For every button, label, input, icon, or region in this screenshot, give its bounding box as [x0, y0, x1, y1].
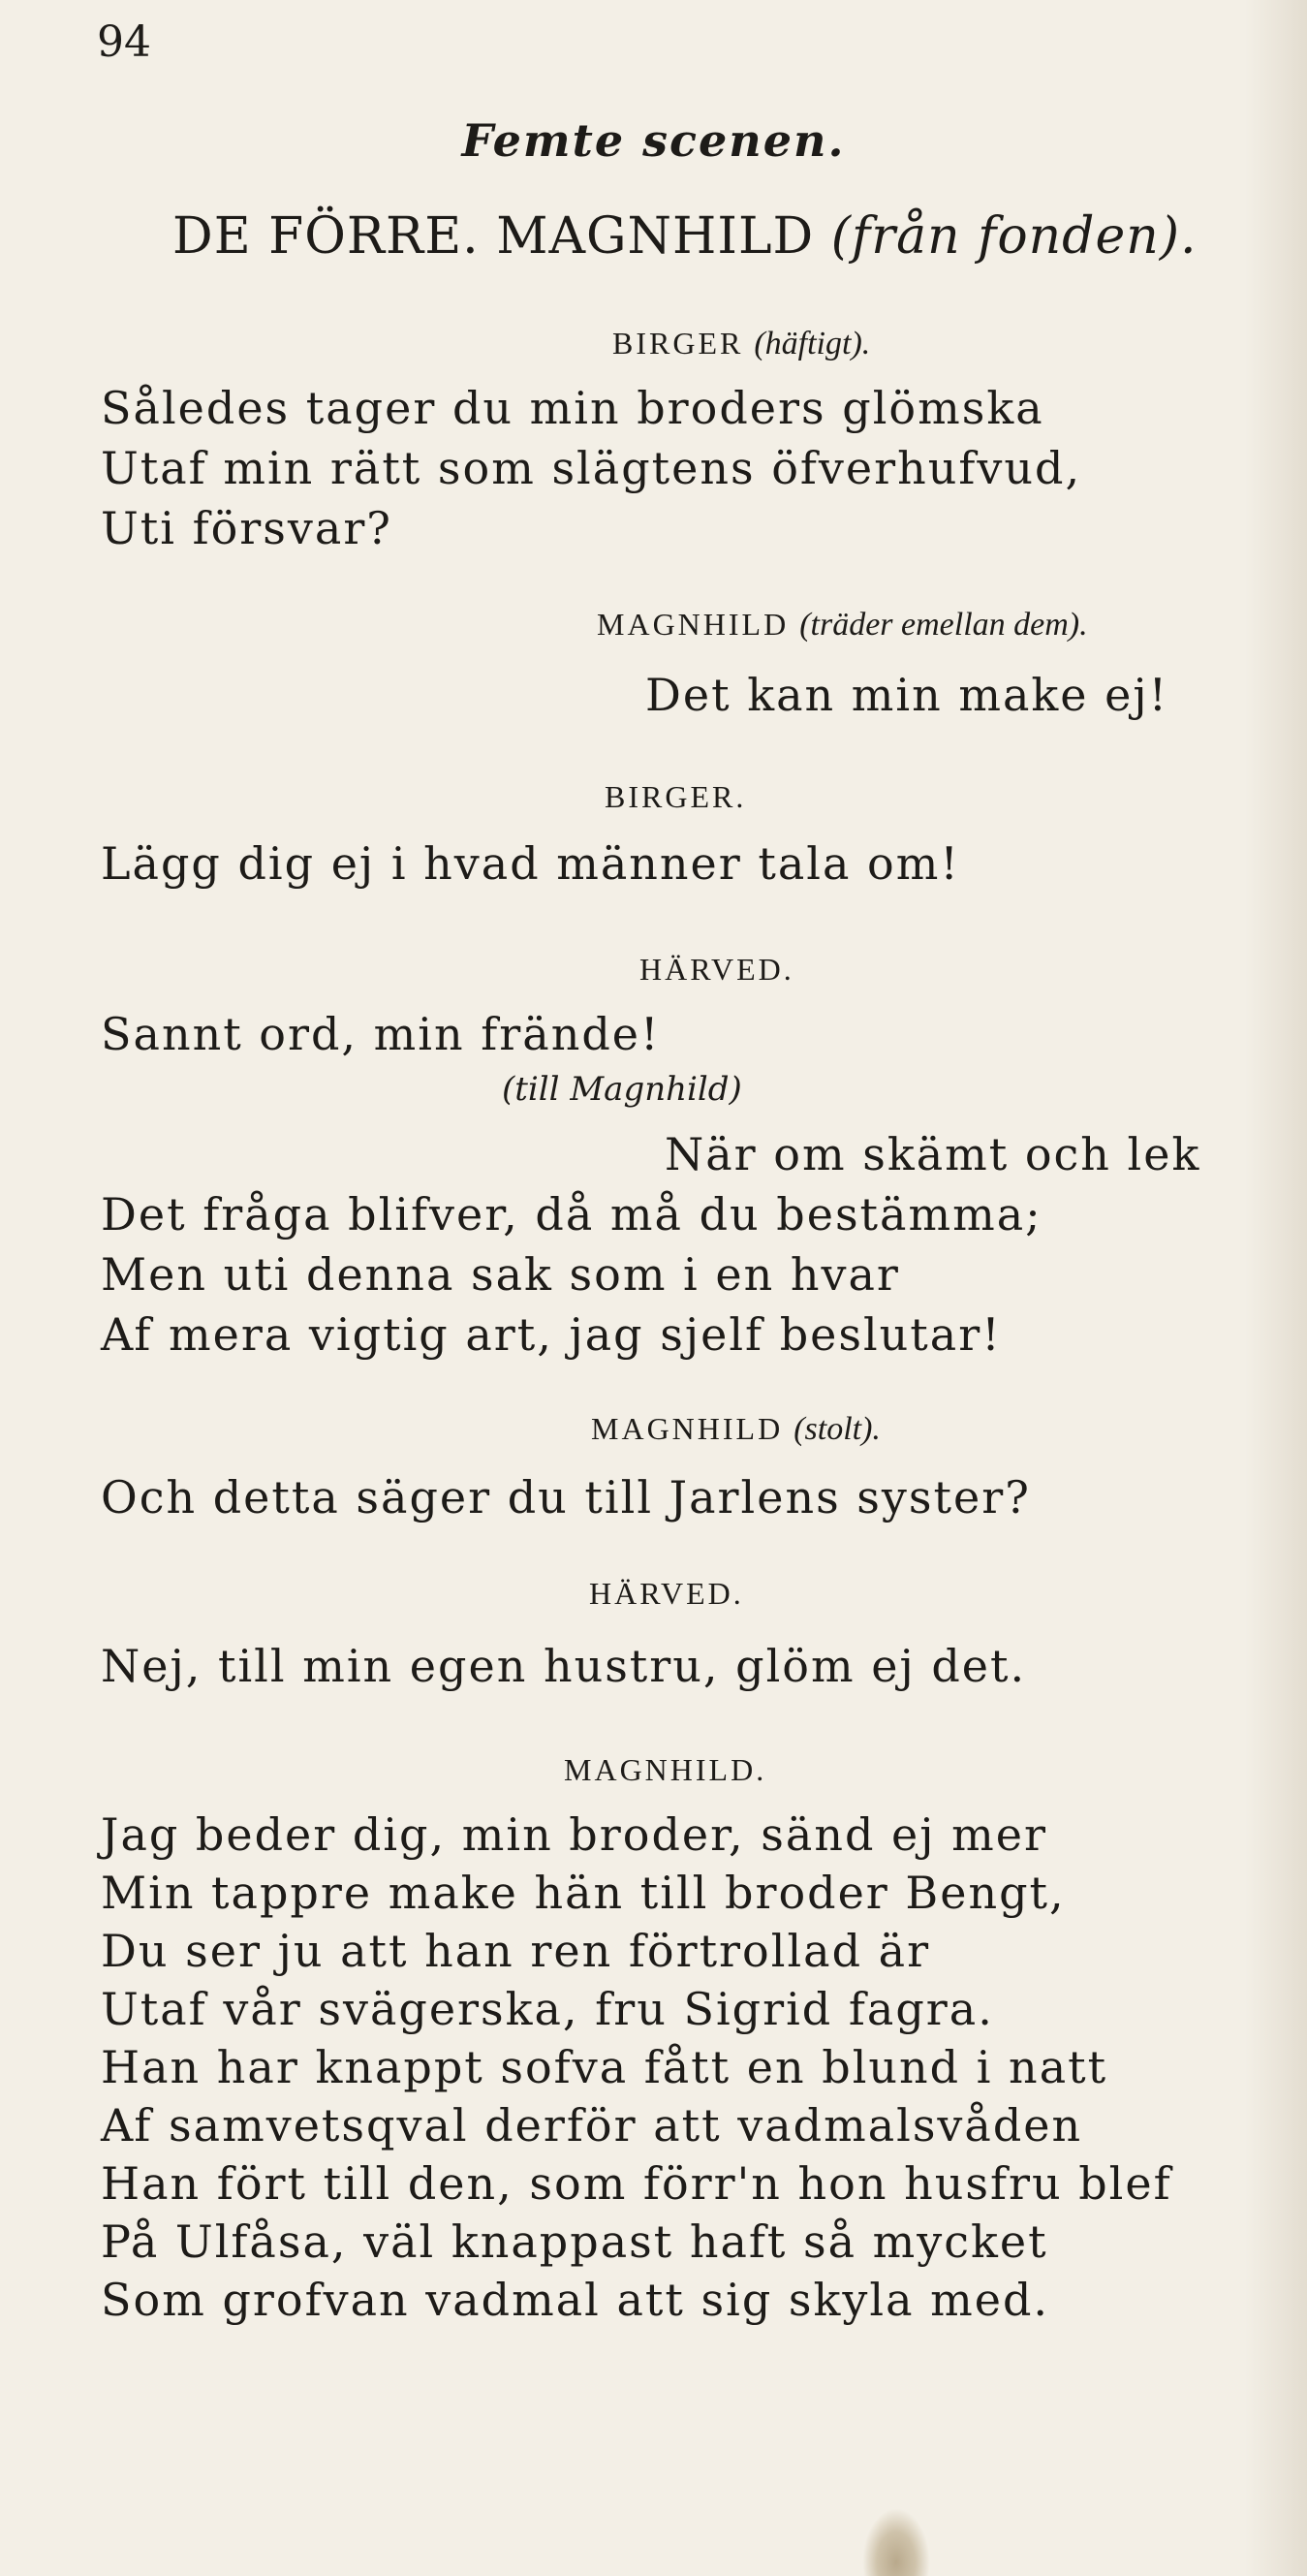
stage-direction: (träder emellan dem).: [799, 607, 1088, 643]
verse-line: Det fråga blifver, då må du bestämma;: [101, 1188, 1042, 1241]
speaker-name: [612, 326, 870, 362]
verse-line: Men uti denna sak som i en hvar: [101, 1248, 900, 1301]
verse-line: Jag beder dig, min broder, sänd ej mer: [101, 1808, 1047, 1861]
verse-line: Af samvetsqval derför att vadmalsvåden: [101, 2099, 1083, 2152]
verse-line: Af mera vigtig art, jag sjelf beslutar!: [101, 1308, 1002, 1361]
verse-line: Min tappre make hän till broder Bengt,: [101, 1867, 1066, 1919]
speaker-name: [639, 952, 794, 988]
page-smudge: [862, 2508, 930, 2576]
verse-line: Han har knappt sofva fått en blund i natt: [101, 2041, 1108, 2093]
verse-line: Således tager du min broders glömska: [101, 382, 1044, 434]
verse-line: Det kan min make ej!: [645, 669, 1169, 721]
speaker-name: [589, 1576, 744, 1612]
speaker-label: MAGNHILD: [591, 1411, 784, 1446]
verse-line: Utaf vår svägerska, fru Sigrid fagra.: [101, 1983, 994, 2035]
speaker-label: MAGNHILD.: [564, 1752, 767, 1787]
verse-line: Uti försvar?: [101, 502, 392, 554]
verse-line: Sannt ord, min frände!: [101, 1008, 661, 1060]
verse-line: När om skämt och lek: [665, 1128, 1201, 1180]
verse-line: Du ser ju att han ren förtrollad är: [101, 1925, 931, 1977]
stage-direction: (till Magnhild): [502, 1070, 742, 1109]
verse-line: Lägg dig ej i hvad männer tala om!: [101, 837, 960, 890]
page-number: 94: [97, 17, 151, 67]
speaker-name: [591, 1411, 881, 1448]
speaker-label: BIRGER: [612, 326, 744, 361]
speaker-name: [605, 779, 746, 815]
verse-line: Som grofvan vadmal att sig skyla med.: [101, 2274, 1050, 2326]
scene-title: Femte scenen.: [461, 114, 846, 167]
speaker-label: BIRGER.: [605, 779, 747, 814]
verse-line: Och detta säger du till Jarlens syster?: [101, 1471, 1031, 1524]
verse-line: På Ulfåsa, väl knappast haft så mycket: [101, 2215, 1048, 2268]
speaker-label: MAGNHILD: [597, 607, 790, 642]
heading-characters: DE FÖRRE. MAGNHILD: [172, 207, 815, 266]
scene-heading: [172, 207, 1198, 266]
verse-line: Han fört till den, som förr'n hon husfru blef: [101, 2157, 1172, 2210]
heading-stage-direction: (från fonden).: [830, 207, 1198, 266]
facing-page-edge: [1245, 0, 1307, 2576]
stage-direction: (stolt).: [794, 1411, 881, 1447]
speaker-label: HÄRVED.: [639, 952, 794, 987]
stage-direction: (häftigt).: [754, 326, 871, 361]
speaker-name: [564, 1752, 766, 1788]
verse-line: Utaf min rätt som slägtens öfverhufvud,: [101, 442, 1082, 494]
speaker-name: [597, 607, 1088, 644]
verse-line: Nej, till min egen hustru, glöm ej det.: [101, 1640, 1027, 1692]
speaker-label: HÄRVED.: [589, 1576, 744, 1611]
